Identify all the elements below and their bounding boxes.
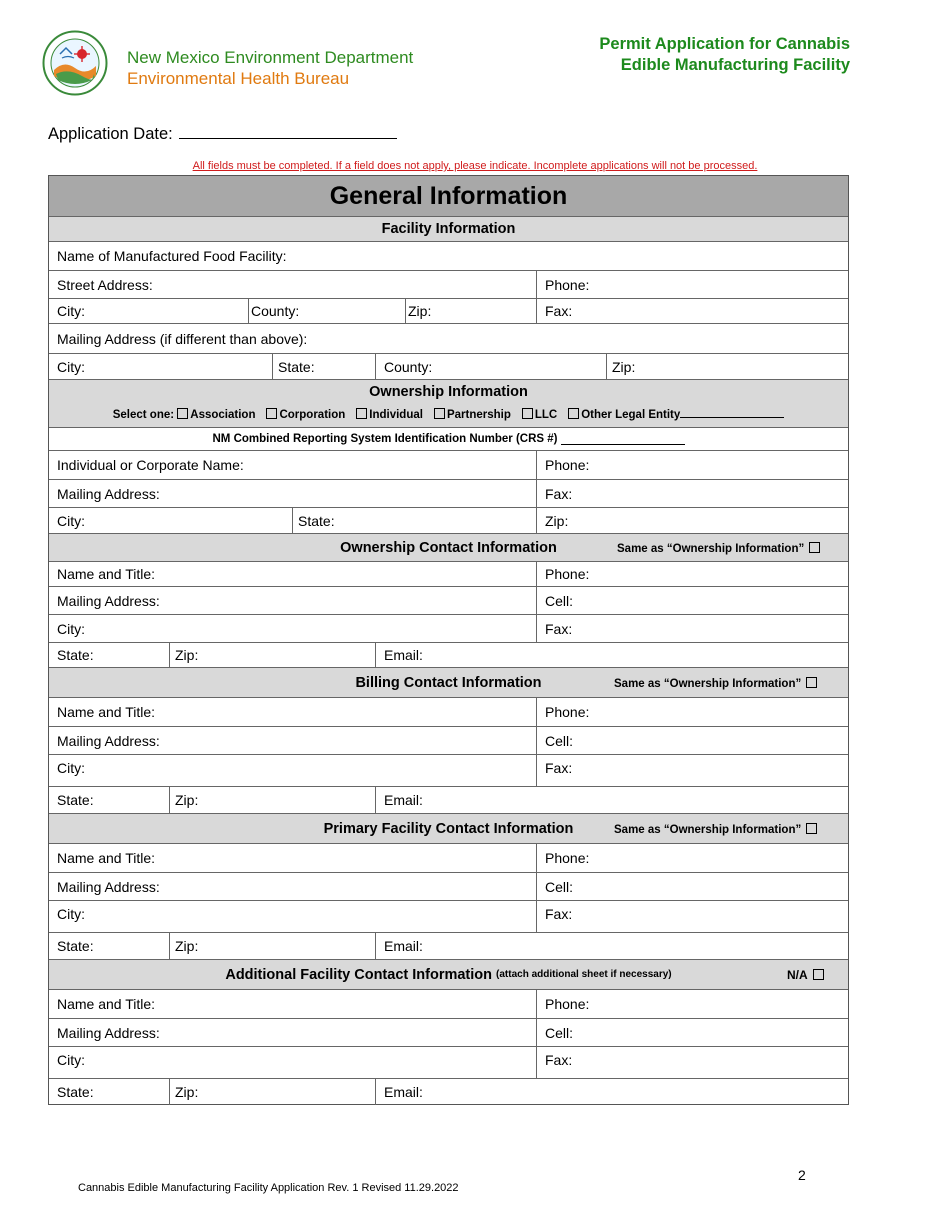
facility-name-field[interactable]: Name of Manufactured Food Facility: <box>57 248 287 264</box>
ownership-contact-state-field[interactable]: State: <box>57 647 94 663</box>
option-corporation[interactable]: Corporation <box>266 409 345 421</box>
ownership-heading-row <box>49 380 848 428</box>
billing-city-row <box>49 755 848 787</box>
owner-city-row <box>49 508 848 534</box>
checkbox-icon[interactable] <box>177 408 188 419</box>
ownership-contact-heading-row <box>49 534 848 562</box>
facility-fax-field[interactable]: Fax: <box>536 299 848 323</box>
additional-mailing-row <box>49 1019 848 1047</box>
facility-mailing-county-field[interactable]: County: <box>375 354 606 379</box>
ownership-contact-name-row <box>49 562 848 587</box>
primary-heading-row <box>49 814 848 844</box>
facility-heading: Facility Information <box>381 221 516 237</box>
facility-mailing-field[interactable]: Mailing Address (if different than above): <box>57 330 308 347</box>
ownership-contact-state-row <box>49 643 848 668</box>
checkbox-icon[interactable] <box>522 408 533 419</box>
additional-city-row <box>49 1047 848 1079</box>
checkbox-icon[interactable] <box>434 408 445 419</box>
primary-heading: Primary Facility Contact Information <box>323 820 574 837</box>
checkbox-icon[interactable] <box>806 677 817 688</box>
general-information-form <box>48 175 849 1105</box>
additional-phone-field[interactable]: Phone: <box>536 990 848 1018</box>
nmed-seal-logo <box>42 30 108 96</box>
page-number: 2 <box>798 1167 806 1183</box>
primary-state-row <box>49 933 848 960</box>
owner-name-field[interactable]: Individual or Corporate Name: <box>57 457 244 473</box>
billing-name-field[interactable]: Name and Title: <box>57 704 156 720</box>
completion-notice: All fields must be completed. If a field does not apply, please indicate. Incomplete applications will not be processed. <box>192 160 758 172</box>
facility-zip-field[interactable]: Zip: <box>405 299 536 323</box>
crs-field <box>49 428 848 450</box>
primary-city-row <box>49 901 848 933</box>
application-date-input[interactable] <box>179 124 397 139</box>
facility-mailing-state-field[interactable]: State: <box>272 354 375 379</box>
ownership-contact-zip-field[interactable]: Zip: <box>169 643 375 667</box>
ownership-heading: Ownership Information <box>369 384 528 400</box>
owner-fax-field[interactable]: Fax: <box>536 480 848 507</box>
billing-phone-field[interactable]: Phone: <box>536 698 848 726</box>
checkbox-icon[interactable] <box>806 823 817 834</box>
additional-fax-field[interactable]: Fax: <box>536 1047 848 1078</box>
facility-city-row <box>49 299 848 324</box>
ownership-contact-city-row <box>49 615 848 643</box>
facility-street-field[interactable]: Street Address: <box>57 276 153 293</box>
billing-mailing-field[interactable]: Mailing Address: <box>57 732 160 749</box>
facility-mailing-row <box>49 324 848 354</box>
primary-state-field[interactable]: State: <box>57 938 94 954</box>
facility-city-field[interactable]: City: <box>57 303 85 319</box>
other-entity-input[interactable] <box>680 407 784 418</box>
billing-zip-field[interactable]: Zip: <box>169 787 375 813</box>
additional-heading-row <box>49 960 848 990</box>
billing-city-field[interactable]: City: <box>57 760 85 776</box>
form-title-line1: Permit Application for Cannabis <box>599 35 850 53</box>
option-other-legal-entity[interactable]: Other Legal Entity <box>568 409 784 421</box>
section-title-row <box>49 176 848 217</box>
form-title <box>599 34 850 76</box>
billing-email-field[interactable]: Email: <box>375 787 848 813</box>
primary-email-field[interactable]: Email: <box>375 933 848 959</box>
primary-name-row <box>49 844 848 873</box>
additional-na[interactable]: N/A <box>787 968 824 982</box>
form-title-line2: Edible Manufacturing Facility <box>620 56 850 74</box>
department-name: New Mexico Environment Department <box>127 48 414 67</box>
facility-street-row <box>49 271 848 299</box>
ownership-contact-heading: Ownership Contact Information <box>340 539 557 556</box>
ownership-contact-name-field[interactable]: Name and Title: <box>57 566 156 582</box>
billing-name-row <box>49 698 848 727</box>
application-date-label: Application Date: <box>48 125 178 143</box>
owner-name-row <box>49 451 848 480</box>
billing-heading: Billing Contact Information <box>355 674 542 691</box>
facility-mailing-city-field[interactable]: City: <box>57 358 85 375</box>
primary-mailing-field[interactable]: Mailing Address: <box>57 878 160 895</box>
checkbox-icon[interactable] <box>266 408 277 419</box>
billing-same-as[interactable]: Same as “Ownership Information” <box>614 677 817 690</box>
facility-mailing-zip-field[interactable]: Zip: <box>606 354 848 379</box>
ownership-contact-fax-field[interactable]: Fax: <box>536 615 848 642</box>
select-one-label: Select one: <box>112 409 178 421</box>
owner-city-field[interactable]: City: <box>57 512 85 529</box>
ownership-contact-city-field[interactable]: City: <box>57 620 85 637</box>
crs-input[interactable] <box>561 434 685 445</box>
primary-city-field[interactable]: City: <box>57 906 85 922</box>
additional-state-row <box>49 1079 848 1105</box>
primary-zip-field[interactable]: Zip: <box>169 933 375 959</box>
primary-fax-field[interactable]: Fax: <box>536 901 848 932</box>
ownership-contact-same-as[interactable]: Same as “Ownership Information” <box>617 542 820 555</box>
ownership-contact-email-field[interactable]: Email: <box>375 643 848 667</box>
checkbox-icon[interactable] <box>356 408 367 419</box>
billing-fax-field[interactable]: Fax: <box>536 755 848 786</box>
ownership-contact-cell-field[interactable]: Cell: <box>536 587 848 614</box>
additional-mailing-field[interactable]: Mailing Address: <box>57 1024 160 1041</box>
billing-heading-row <box>49 668 848 698</box>
crs-row <box>49 428 848 451</box>
option-llc[interactable]: LLC <box>522 409 557 421</box>
primary-mailing-row <box>49 873 848 901</box>
additional-state-field[interactable]: State: <box>57 1084 94 1100</box>
option-individual[interactable]: Individual <box>356 409 423 421</box>
facility-county-field[interactable]: County: <box>248 299 405 323</box>
checkbox-icon[interactable] <box>813 969 824 980</box>
entity-type-select <box>49 407 848 421</box>
facility-heading-row <box>49 217 848 242</box>
owner-mailing-field[interactable]: Mailing Address: <box>57 485 160 502</box>
additional-city-field[interactable]: City: <box>57 1052 85 1068</box>
ownership-contact-mailing-row <box>49 587 848 615</box>
primary-phone-field[interactable]: Phone: <box>536 844 848 872</box>
owner-zip-field[interactable]: Zip: <box>536 508 848 533</box>
billing-mailing-row <box>49 727 848 755</box>
section-title: General Information <box>329 181 568 210</box>
option-association[interactable]: Association <box>177 409 255 421</box>
additional-name-field[interactable]: Name and Title: <box>57 996 156 1012</box>
primary-name-field[interactable]: Name and Title: <box>57 850 156 866</box>
billing-state-row <box>49 787 848 814</box>
crs-label: NM Combined Reporting System Identification Number (CRS #) <box>212 433 558 445</box>
additional-name-row <box>49 990 848 1019</box>
additional-note: (attach additional sheet if necessary) <box>496 969 672 980</box>
owner-phone-field[interactable]: Phone: <box>536 451 848 479</box>
facility-phone-field[interactable]: Phone: <box>536 271 848 298</box>
application-date-field <box>48 124 397 144</box>
primary-same-as[interactable]: Same as “Ownership Information” <box>614 823 817 836</box>
checkbox-icon[interactable] <box>568 408 579 419</box>
additional-zip-field[interactable]: Zip: <box>169 1079 375 1105</box>
additional-email-field[interactable]: Email: <box>375 1079 848 1105</box>
checkbox-icon[interactable] <box>809 542 820 553</box>
bureau-name: Environmental Health Bureau <box>127 69 350 88</box>
ownership-contact-phone-field[interactable]: Phone: <box>536 562 848 586</box>
owner-mailing-row <box>49 480 848 508</box>
facility-name-row <box>49 242 848 271</box>
additional-heading: Additional Facility Contact Information (attach additional sheet if necessary) <box>225 966 672 983</box>
primary-cell-field[interactable]: Cell: <box>536 873 848 900</box>
facility-mailing-city-row <box>49 354 848 380</box>
billing-state-field[interactable]: State: <box>57 792 94 808</box>
option-partnership[interactable]: Partnership <box>434 409 511 421</box>
footer-text: Cannabis Edible Manufacturing Facility Application Rev. 1 Revised 11.29.2022 <box>78 1182 459 1194</box>
ownership-contact-mailing-field[interactable]: Mailing Address: <box>57 592 160 609</box>
additional-cell-field[interactable]: Cell: <box>536 1019 848 1046</box>
owner-state-field[interactable]: State: <box>292 508 536 533</box>
billing-cell-field[interactable]: Cell: <box>536 727 848 754</box>
